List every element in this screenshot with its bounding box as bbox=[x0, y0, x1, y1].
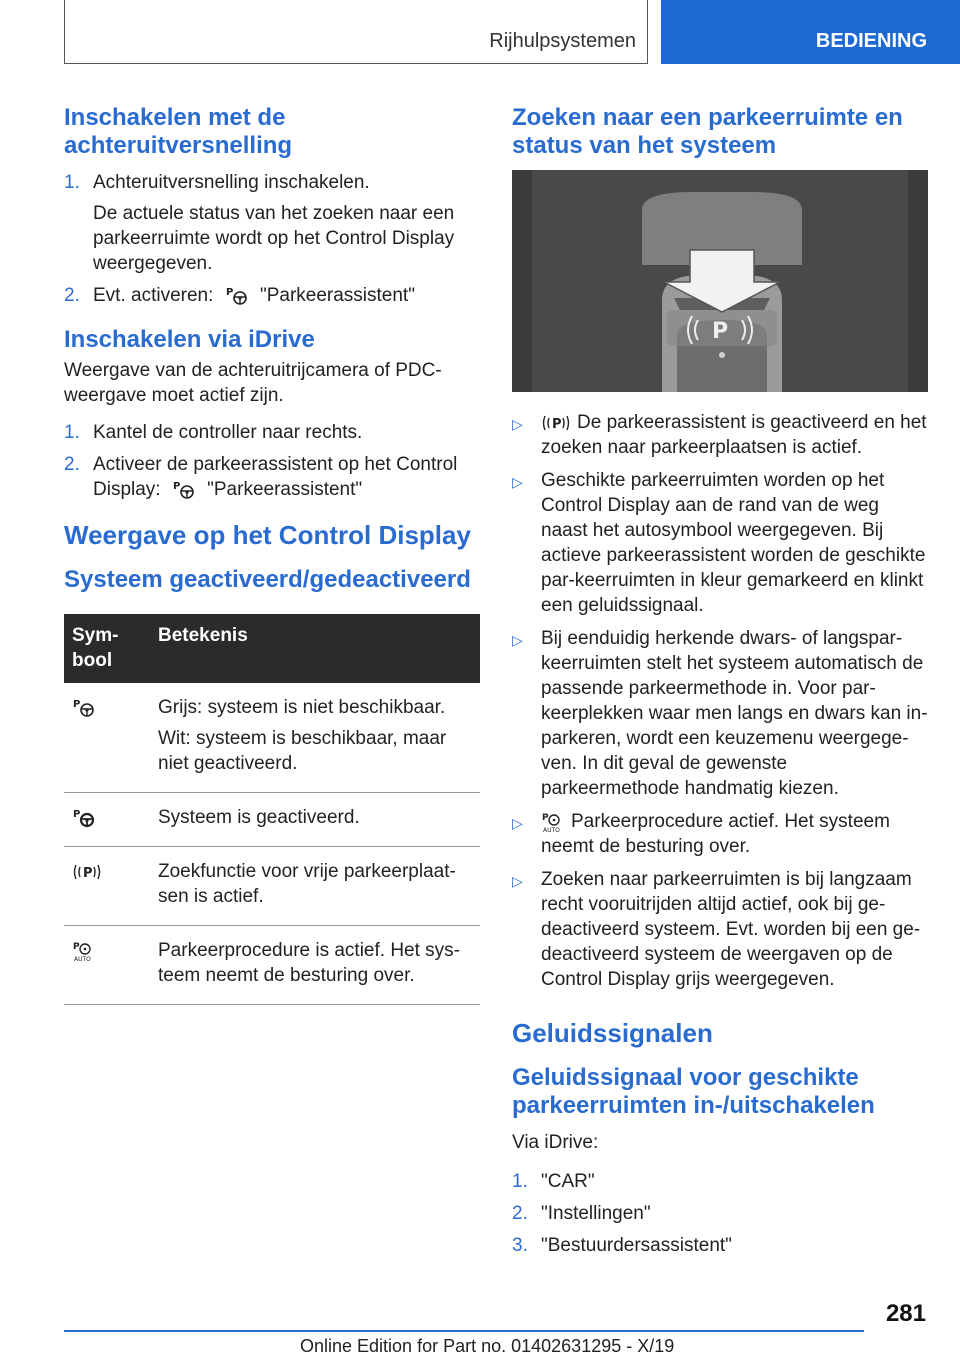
parking-search-icon bbox=[541, 412, 571, 434]
heading-status: Systeem geactiveerd/gedeactiveerd bbox=[64, 566, 471, 593]
heading-reverse: Inschakelen met de achteruitversnelling bbox=[64, 104, 293, 159]
svg-text:P: P bbox=[73, 698, 81, 710]
list-item: 1. Achteruitversnelling inschakelen. De actuele status van het zoeken naar een parkeerruimte wordt op het Control Display weergegeven. bbox=[64, 172, 455, 274]
svg-text:P: P bbox=[552, 416, 562, 432]
triangle-bullet-icon: ▷ bbox=[512, 815, 523, 831]
header-section-title: Rijhulpsystemen bbox=[489, 30, 636, 52]
table-row: P Zoekfunctie voor vrije parkeerplaat-sen is actief. bbox=[64, 847, 480, 926]
left-column bbox=[64, 100, 480, 1005]
parking-auto-icon bbox=[72, 940, 96, 962]
table-header-meaning: Betekenis bbox=[150, 614, 480, 683]
triangle-bullet-icon: ▷ bbox=[512, 873, 523, 889]
svg-text:P: P bbox=[73, 941, 80, 952]
heading-sound: Geluidssignalen bbox=[512, 1018, 713, 1048]
header-chapter-tab[interactable] bbox=[661, 0, 960, 64]
parking-assist-icon bbox=[225, 285, 249, 307]
list-item: 2. Evt. activeren: P "Parkeerassistent" bbox=[64, 285, 415, 306]
page-number: 281 bbox=[885, 1300, 926, 1327]
list-item: ▷ P AUTO Parkeerprocedure actief. Het systeem neemt de besturing over. bbox=[512, 811, 890, 857]
parking-assist-icon bbox=[172, 479, 196, 501]
list-item: 3. "Bestuurdersassistent" bbox=[512, 1235, 732, 1256]
triangle-bullet-icon: ▷ bbox=[512, 416, 523, 432]
status-bullets bbox=[512, 410, 928, 992]
list-item: ▷ Bij eenduidig herkende dwars- of langspar-keerruimten stelt het systeem automatisch de passende parkeermethode in. Voor par-keerplekken waar men langs en dwars kan in-parkeren, wordt een keuzemenu weergege-ven. In dit geval de gewenste parkeermethode handmatig kiezen. bbox=[512, 628, 928, 799]
svg-text:AUTO: AUTO bbox=[543, 826, 560, 833]
heading-idrive: Inschakelen via iDrive bbox=[64, 326, 315, 353]
svg-text:AUTO: AUTO bbox=[74, 955, 91, 962]
table-header-symbol: Sym-bool bbox=[64, 614, 150, 683]
heading-display: Weergave op het Control Display bbox=[64, 520, 471, 550]
parking-assist-icon bbox=[72, 697, 96, 719]
via-idrive: Via iDrive: bbox=[512, 1132, 599, 1153]
list-item: 2. Activeer de parkeerassistent op het Control Display: P "Parkeerassistent" bbox=[64, 454, 458, 500]
triangle-bullet-icon: ▷ bbox=[512, 632, 523, 648]
list-item: ▷ Geschikte parkeerruimten worden op het Control Display aan de rand van de weg naast het autosymbool weergegeven. Bij actieve parkeerassistent worden de geschikte par-keerruimten in kleur gemarkeerd en klinkt een geluidssignaal. bbox=[512, 470, 926, 616]
triangle-bullet-icon: ▷ bbox=[512, 474, 523, 490]
header-chapter-label: BEDIENING bbox=[815, 30, 927, 52]
reverse-steps bbox=[64, 170, 480, 308]
heading-sound-sub: Geluidssignaal voor geschikte parkeerruimten in-/uitschakelen bbox=[512, 1064, 875, 1119]
idrive-intro: Weergave van de achteruitrijcamera of PDC-weergave moet actief zijn. bbox=[64, 360, 442, 406]
list-item: 1. Kantel de controller naar rechts. bbox=[64, 422, 363, 443]
list-item: ▷ Zoeken naar parkeerruimten is bij langzaam recht vooruitrijden altijd actief, ook bij ge-deactiveerd systeem. Evt. worden bij een ge-deactiveerd systeem de weergaven op de Control Display grijs weergegeven. bbox=[512, 869, 921, 990]
svg-text:P: P bbox=[712, 319, 729, 344]
table-row: P Systeem is geactiveerd. bbox=[64, 793, 480, 847]
list-item: 1. "CAR" bbox=[512, 1171, 595, 1192]
svg-text:P: P bbox=[225, 286, 234, 298]
right-column bbox=[512, 100, 928, 1268]
svg-text:P: P bbox=[172, 480, 181, 492]
footer-edition: Online Edition for Part no. 01402631295 - X/19 bbox=[300, 1336, 675, 1356]
heading-search: Zoeken naar een parkeerruimte en status van het systeem bbox=[512, 104, 903, 159]
svg-text:P: P bbox=[542, 812, 549, 823]
parking-auto-icon bbox=[541, 811, 565, 833]
svg-text:P: P bbox=[83, 865, 93, 881]
table-header-row bbox=[64, 614, 480, 683]
table-row: P Grijs: systeem is niet beschikbaar. Wit: systeem is beschikbaar, maar niet geactiveerd. bbox=[64, 683, 480, 793]
table-row: P AUTO Parkeerprocedure is actief. Het sys-teem neemt de besturing over. bbox=[64, 926, 480, 1005]
symbol-table bbox=[64, 614, 480, 1005]
svg-text:P: P bbox=[73, 808, 81, 820]
list-item: 2. "Instellingen" bbox=[512, 1203, 651, 1224]
control-display-image bbox=[512, 170, 928, 392]
idrive-steps bbox=[64, 420, 480, 502]
list-item: ▷ P De parkeerassistent is geactiveerd en het zoeken naar parkeerplaatsen is actief. bbox=[512, 412, 927, 458]
parking-search-icon bbox=[72, 861, 102, 883]
footer-rule bbox=[64, 1330, 864, 1332]
sound-steps bbox=[512, 1169, 928, 1258]
parking-assist-active-icon bbox=[72, 807, 96, 829]
